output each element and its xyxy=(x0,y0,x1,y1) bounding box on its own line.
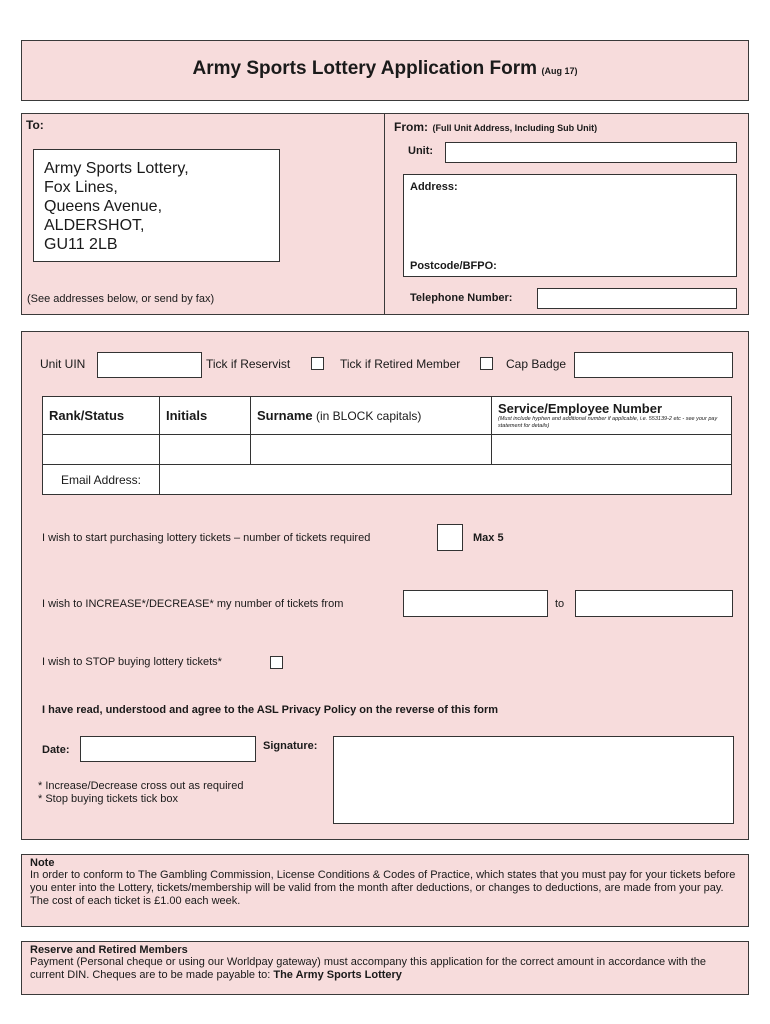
details-panel xyxy=(21,331,749,840)
privacy-agreement-text: I have read, understood and agree to the ASL Privacy Policy on the reverse of this form xyxy=(42,704,499,716)
reserve-payee: The Army Sports Lottery xyxy=(273,969,402,981)
service-header-text: Service/Employee Number xyxy=(498,401,663,416)
initials-cell[interactable] xyxy=(160,435,251,465)
change-tickets-text: I wish to INCREASE*/DECREASE* my number of tickets from xyxy=(42,598,344,610)
tickets-required-input[interactable] xyxy=(437,524,463,551)
rank-header-text: Rank/Status xyxy=(49,408,125,423)
service-number-cell[interactable] xyxy=(492,435,732,465)
unit-uin-label: Unit UIN xyxy=(40,357,86,371)
note-panel xyxy=(21,854,749,927)
reservist-label: Tick if Reservist xyxy=(206,357,291,371)
initials-header xyxy=(160,397,251,435)
table-row xyxy=(43,435,732,465)
to-address-line: ALDERSHOT, xyxy=(44,217,145,234)
from-label: From: xyxy=(394,120,428,134)
form-date-tag: (Aug 17) xyxy=(541,66,578,76)
initials-header-text: Initials xyxy=(166,408,208,423)
stop-buying-checkbox[interactable] xyxy=(270,656,283,669)
retired-checkbox[interactable] xyxy=(480,357,493,370)
reserve-title: Reserve and Retired Members xyxy=(30,944,188,956)
table-header-row xyxy=(43,397,732,435)
unit-label: Unit: xyxy=(408,145,434,157)
note-body: In order to conform to The Gambling Commission, License Conditions & Codes of Practice, which states that you must pay for your tickets before you enter into the Lottery, tickets/membership will be valid from the month after deductions, or changes to deductions, are made from your pay. The cost of each ticket is £1.00 each week. xyxy=(30,869,736,907)
personal-details-table xyxy=(42,396,732,495)
address-panel xyxy=(21,113,749,315)
signature-box[interactable] xyxy=(333,736,734,824)
tickets-from-input[interactable] xyxy=(403,590,548,617)
to-text: to xyxy=(555,598,565,610)
service-header xyxy=(492,397,732,435)
email-input[interactable] xyxy=(160,465,732,495)
to-address-line: GU11 2LB xyxy=(44,236,118,253)
form-title: Army Sports Lottery Application Form xyxy=(192,58,538,79)
email-label-cell xyxy=(43,465,160,495)
max-tickets-note: Max 5 xyxy=(473,532,504,544)
to-address-line: Fox Lines, xyxy=(44,179,118,196)
to-label: To: xyxy=(26,118,44,132)
rank-header xyxy=(43,397,160,435)
from-sublabel: (Full Unit Address, Including Sub Unit) xyxy=(432,123,598,133)
to-address-line: Queens Avenue, xyxy=(44,198,163,215)
to-address-box xyxy=(33,149,280,262)
retired-label: Tick if Retired Member xyxy=(340,357,461,371)
email-row xyxy=(43,465,732,495)
unit-uin-input[interactable] xyxy=(97,352,202,378)
reserve-panel xyxy=(21,941,749,995)
title-panel xyxy=(21,40,749,101)
surname-header xyxy=(251,397,492,435)
footnote-stop-buying: * Stop buying tickets tick box xyxy=(38,793,179,805)
postcode-label: Postcode/BFPO: xyxy=(410,260,497,272)
telephone-input[interactable] xyxy=(537,288,737,309)
surname-header-bold: Surname xyxy=(257,408,313,423)
reserve-body-text: Payment (Personal cheque or using our Worldpay gateway) must accompany this application for the correct amount in accordance with the current DIN. Cheques are to be made payable to: xyxy=(30,956,707,981)
surname-header-note: (in BLOCK capitals) xyxy=(315,409,422,423)
reserve-body xyxy=(30,956,740,982)
start-purchasing-text: I wish to start purchasing lottery tickets – number of tickets required xyxy=(42,532,371,544)
email-label: Email Address: xyxy=(60,472,142,487)
date-label: Date: xyxy=(42,744,70,756)
service-header-note: (Must include hyphen and additional number if applicable, i.e. 553139-2 etc - see your pay statement for details) xyxy=(498,416,718,429)
reservist-checkbox[interactable] xyxy=(311,357,324,370)
to-address-line: Army Sports Lottery, xyxy=(44,160,189,177)
from-heading xyxy=(394,118,597,136)
note-title: Note xyxy=(30,857,55,869)
cap-badge-label: Cap Badge xyxy=(506,357,567,371)
stop-buying-text: I wish to STOP buying lottery tickets* xyxy=(42,656,222,668)
telephone-label: Telephone Number: xyxy=(410,292,513,304)
date-input[interactable] xyxy=(80,736,256,762)
address-label: Address: xyxy=(410,181,458,193)
tickets-to-input[interactable] xyxy=(575,590,733,617)
signature-label: Signature: xyxy=(263,740,318,752)
unit-input[interactable] xyxy=(445,142,737,163)
cap-badge-input[interactable] xyxy=(574,352,733,378)
footnote-increase-decrease: * Increase/Decrease cross out as required xyxy=(38,780,244,792)
panel-divider xyxy=(384,114,385,314)
address-input[interactable] xyxy=(403,174,737,277)
surname-cell[interactable] xyxy=(251,435,492,465)
to-note: (See addresses below, or send by fax) xyxy=(27,293,215,305)
rank-cell[interactable] xyxy=(43,435,160,465)
page-title xyxy=(22,58,748,80)
